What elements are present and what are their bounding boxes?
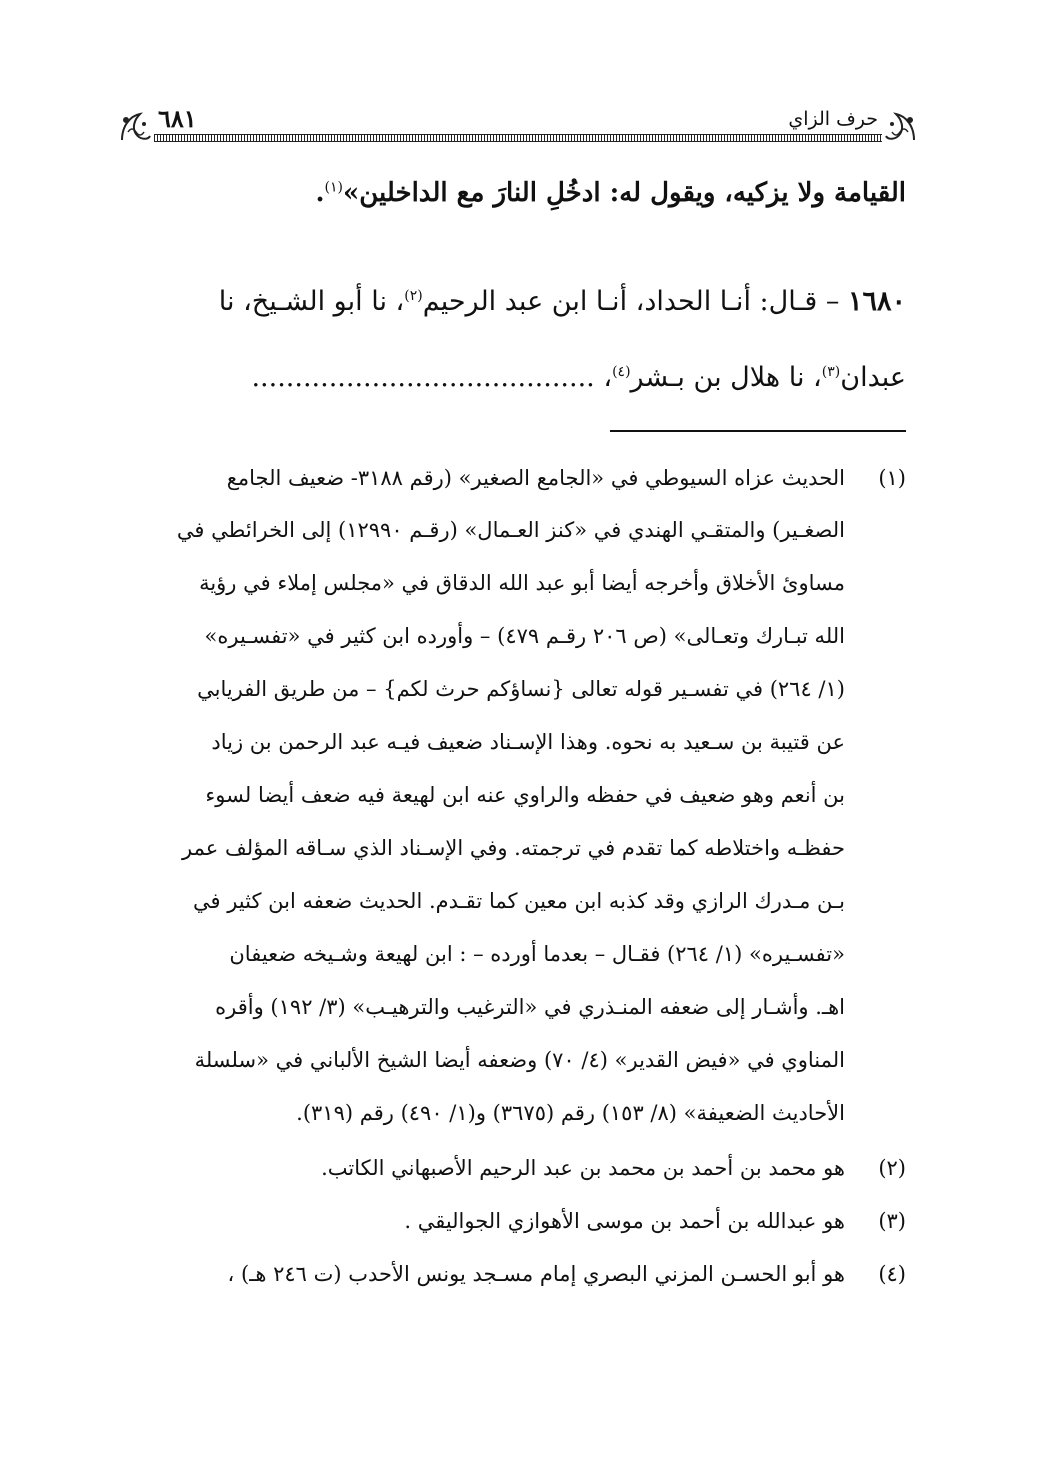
running-title: حرف الزاي [788, 108, 878, 130]
footnote-marker-3: (٣) [878, 1209, 906, 1233]
footnote-ref-1[interactable]: (١) [324, 179, 344, 196]
footnote-marker-4: (٤) [878, 1262, 906, 1286]
footnote-1-line: بن أنعم وهو ضعيف في حفظه والراوي عنه ابن لهيعة فيه ضعف أيضا لسوء [205, 783, 845, 807]
hadith-number: ١٦٨٠ [847, 286, 906, 317]
header-rule [154, 134, 882, 142]
page-number: ٦٨١ [158, 104, 197, 133]
footnote-ref-3[interactable]: (٣) [821, 364, 841, 380]
footnote-ref-4[interactable]: (٤) [612, 364, 631, 380]
footnote-1-line: «تفسـيره» (١/ ٢٦٤) فقـال – بعدما أورده – : ابن لهيعة وشـيخه ضعيفان [229, 942, 845, 966]
footnote-marker-2: (٢) [878, 1156, 906, 1180]
right-ornament-icon [882, 110, 918, 144]
footnote-1-line: حفظـه واختلاطه كما تقدم في ترجمته. وفي الإسـناد الذي سـاقه المؤلف عمر [182, 836, 845, 860]
footnote-marker-1: (١) [878, 466, 906, 490]
footnote-1-line: الحديث عزاه السيوطي في «الجامع الصغير» (رقم ٣١٨٨- ضعيف الجامع [226, 466, 845, 490]
footnote-3-text: هو عبدالله بن أحمد بن موسى الأهوازي الجواليقي . [404, 1209, 845, 1233]
footnote-separator [610, 430, 906, 432]
footnote-1-line: الأحاديث الضعيفة» (٨/ ١٥٣) رقم (٣٦٧٥) و(١/ ٤٩٠) رقم (٣١٩). [296, 1101, 845, 1125]
footnote-1-line: بـن مـدرك الرازي وقد كذبه ابن معين كما تقـدم. الحديث ضعفه ابن كثير في [192, 889, 845, 913]
main-line-2: ١٦٨٠ – قـال: أنـا الحداد، أنـا ابن عبد الرحيم$^{(٢)}$، نا أبو الشـيخ، نا [218, 286, 906, 317]
footnote-1-line: مساوئ الأخلاق وأخرجه أيضا أبو عبد الله الدقاق في «مجلس إملاء في رؤية [199, 571, 845, 595]
footnote-1-line: (١/ ٢٦٤) في تفسـير قوله تعالى {نساؤكم حرث لكم} – من طريق الفريابي [197, 677, 845, 701]
footnote-1-line: عن قتيبة بن سـعيد به نحوه. وهذا الإسـناد ضعيف فيـه عبد الرحمن بن زياد [211, 730, 845, 754]
footnote-1-line: الصغـير) والمتقـي الهندي في «كنز العـمال» (رقـم ١٢٩٩٠) إلى الخرائطي في [176, 518, 845, 542]
footnote-1-line: الله تبـارك وتعـالى» (ص ٢٠٦ رقـم ٤٧٩) – وأورده ابن كثير في «تفسـيره» [204, 624, 845, 648]
footnote-2-text: هو محمد بن أحمد بن محمد بن عبد الرحيم الأصبهاني الكاتب. [321, 1156, 845, 1180]
left-ornament-icon [118, 110, 154, 144]
main-line-3: عبدان$^{(٣)}$، نا هلال بن بـشر$^{(٤)}$، ........................................ [251, 362, 906, 393]
main-line-1: القيامة ولا يزكيه، ويقول له: ادخُلِ النارَ مع الداخلين»$^{(١)}$. [315, 178, 906, 208]
footnote-1-line: المناوي في «فيض القدير» (٤/ ٧٠) وضعفه أيضا الشيخ الألباني في «سلسلة [194, 1048, 845, 1072]
footnote-1-line: اهـ. وأشـار إلى ضعفه المنـذري في «الترغيب والترهيـب» (٣/ ١٩٢) وأقره [215, 995, 845, 1019]
footnote-ref-2[interactable]: (٢) [404, 288, 423, 304]
footnote-4-text: هو أبو الحسـن المزني البصري إمام مسـجد يونس الأحدب (ت ٢٤٦ هـ) ، [227, 1262, 845, 1286]
page-header [118, 96, 918, 150]
